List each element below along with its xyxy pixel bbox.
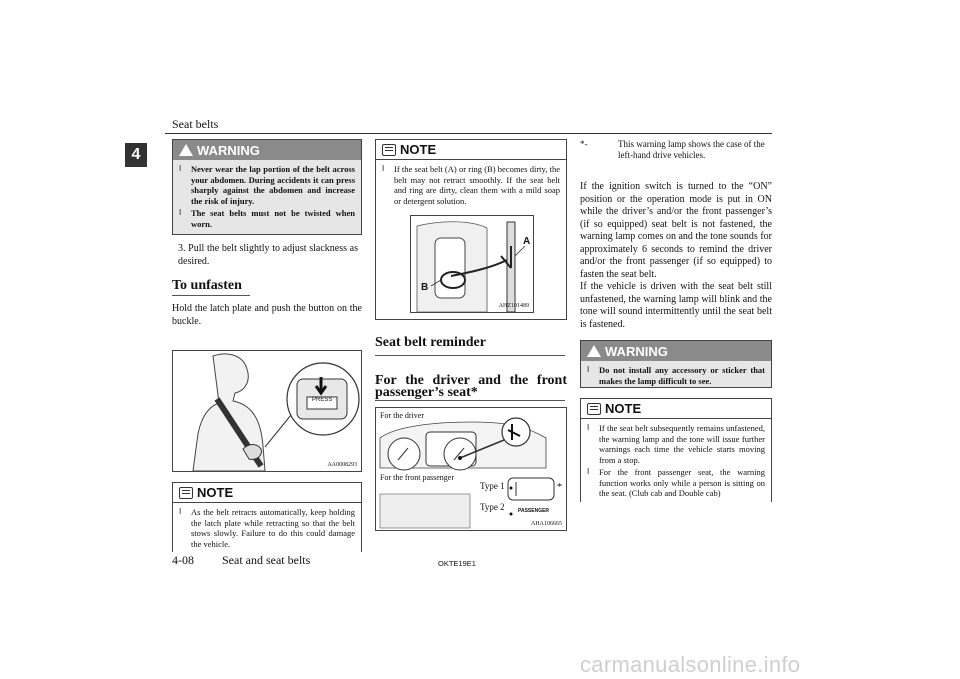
heading-rule <box>172 295 250 296</box>
belt-ring-figure <box>410 215 534 313</box>
note-header <box>581 399 771 419</box>
note-item: l If the seat belt (A) or ring (B) becomes dirty, the belt may not retract smoothly. If the seat belt and ring are dirty, clean them with a mild soap or detergent solution. <box>382 164 560 206</box>
warning-body <box>173 160 361 234</box>
note-box-1 <box>172 482 362 552</box>
bullet-icon: l <box>587 365 590 374</box>
label-asterisk: * <box>557 482 562 493</box>
note-body <box>581 419 771 505</box>
press-button-text: PRESS <box>312 397 333 403</box>
note-body <box>173 503 361 555</box>
footnote-text: This warning lamp shows the case of the left-hand drive vehicles. <box>618 139 765 160</box>
note-item: l If the seat belt subsequently remains unfastened, the warning lamp and the tone will issue further warnings each time the vehicle starts moving from a stop. <box>587 423 765 465</box>
label-a: A <box>523 236 531 247</box>
bullet-icon: l <box>587 423 590 432</box>
note-icon <box>179 487 193 499</box>
footer-code: OKTE19E1 <box>438 559 476 568</box>
note-box-2 <box>375 139 567 320</box>
label-b: B <box>421 282 429 293</box>
figure-code: AHA106665 <box>531 521 562 527</box>
reminder-para-1: If the ignition switch is turned to the “ON” position or the operation mode is put in ON while the driver’s and/or the front passenger’s (if so equipped) seat belt is not fastened, the warning lamp comes on and the tone sounds for approximately 6 seconds to remind the driver and/or the front passenger (if so equipped) to fasten the seat belt. <box>580 181 772 280</box>
warning-box-2 <box>580 340 772 388</box>
label-for-driver: For the driver <box>380 411 424 420</box>
note-box-3 <box>580 398 772 502</box>
footnote-mark: *- <box>580 139 588 149</box>
header-rule <box>165 133 772 134</box>
note-icon <box>382 144 396 156</box>
note-header <box>376 140 566 160</box>
note-item: l For the front passenger seat, the warning function works only while a person is sitting on the seat. (Club cab and Double cab) <box>587 467 765 498</box>
heading-rule <box>375 355 565 356</box>
warning-label: WARNING <box>605 343 668 359</box>
watermark: carmanualsonline.info <box>580 652 801 677</box>
unfasten-text: Hold the latch plate and push the button on the buckle. <box>172 303 362 327</box>
warning-box-1 <box>172 139 362 235</box>
note-label: NOTE <box>197 485 234 500</box>
reminder-heading: Seat belt reminder <box>375 335 486 350</box>
bullet-icon: l <box>179 208 182 217</box>
figure-code: AA0008293 <box>327 462 357 468</box>
label-type-2: Type 2 <box>480 502 505 512</box>
note-body <box>376 160 566 212</box>
warning-triangle-icon <box>587 345 601 357</box>
note-header <box>173 483 361 503</box>
column-left <box>172 139 362 552</box>
belt-ring-illustration <box>411 216 533 312</box>
step-3: 3. Pull the belt slightly to adjust slackness as desired. <box>178 243 358 267</box>
unfasten-heading: To unfasten <box>172 278 242 293</box>
chapter-tab: 4 <box>125 143 147 167</box>
label-for-front-passenger: For the front passenger <box>380 473 454 482</box>
footer-section: Seat and seat belts <box>222 553 311 567</box>
note-label: NOTE <box>400 142 437 157</box>
warning-label: WARNING <box>197 142 260 158</box>
column-middle <box>375 139 567 531</box>
passenger-lamp-text: PASSENGER <box>518 508 550 514</box>
reminder-para-2: If the vehicle is driven with the seat belt still unfastened, the warning lamp will blink and the tone will sound intermittently until the seat belt is fastened. <box>580 281 772 330</box>
note-icon <box>587 403 601 415</box>
warning-header <box>173 140 361 160</box>
unfasten-figure <box>172 350 362 472</box>
warning-body <box>581 361 771 387</box>
unfasten-illustration <box>173 351 361 471</box>
bullet-icon: l <box>382 164 385 173</box>
warning-triangle-icon <box>179 144 193 156</box>
bullet-icon: l <box>179 507 182 516</box>
warning-item: l Never wear the lap portion of the belt across your abdomen. During accidents it can press sharply against the abdomen and increase the risk of injury. <box>179 164 355 206</box>
label-type-1: Type 1 <box>480 481 505 491</box>
warning-header <box>581 341 771 361</box>
bullet-icon: l <box>587 467 590 476</box>
warning-item: l Do not install any accessory or sticker that makes the lamp difficult to see. <box>587 365 765 386</box>
column-right <box>580 139 772 502</box>
note-item: l As the belt retracts automatically, keep holding the latch plate while retracting so that the belt stows slowly. Failure to do this could damage the vehicle. <box>179 507 355 549</box>
running-header: Seat belts <box>172 117 219 131</box>
figure-code: AHZ101489 <box>498 303 529 309</box>
note-label: NOTE <box>605 401 642 416</box>
footnote <box>580 139 772 167</box>
heading-rule <box>375 400 565 401</box>
bullet-icon: l <box>179 164 182 173</box>
page-number: 4-08 <box>172 553 194 567</box>
driver-passenger-heading: For the driver and the front passenger’s seat* <box>375 373 567 400</box>
reminder-figure <box>375 407 567 531</box>
warning-item: l The seat belts must not be twisted when worn. <box>179 208 355 229</box>
